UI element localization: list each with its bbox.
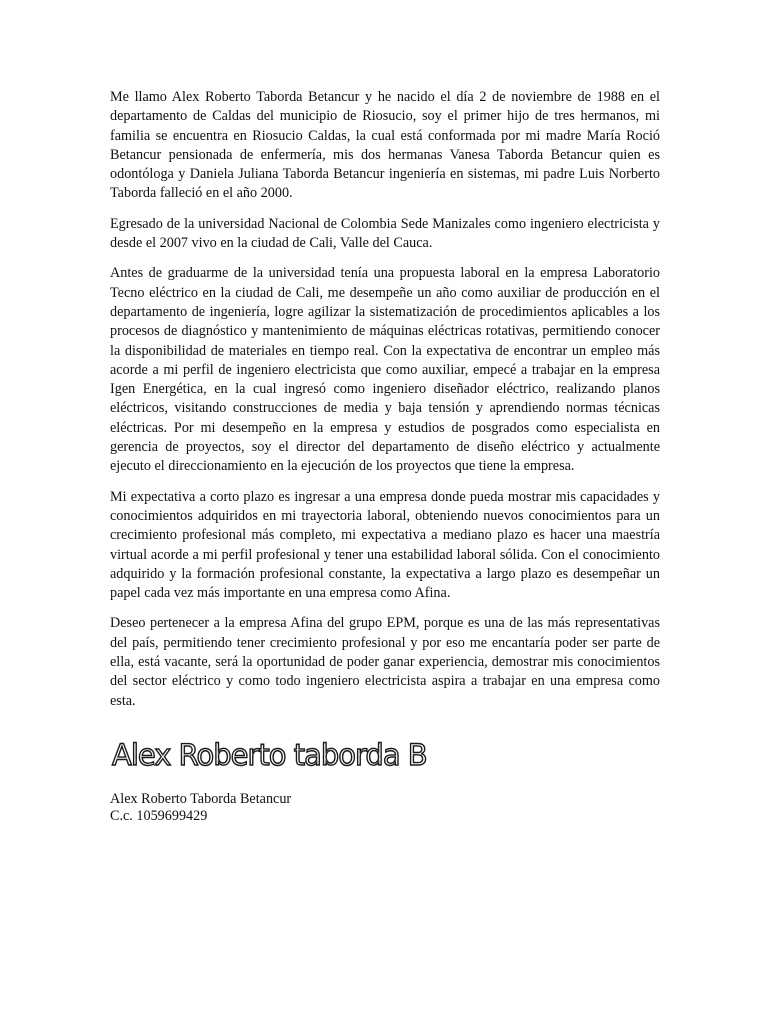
paragraph-motivation: Deseo pertenecer a la empresa Afina del grupo EPM, porque es una de las más representativas del país, permitiendo tener crecimiento profesional y por eso me encantaría poder ser parte de ella, está vacante, será la oportunidad de poder ganar experiencia, demostrar mis conocimientos del sector eléctrico y como todo ingeniero electricista aspira a trabajar en una empresa como esta. <box>110 615 660 709</box>
paragraph-education: Egresado de la universidad Nacional de Colombia Sede Manizales como ingeniero electricista y desde el 2007 vivo en la ciudad de Cali, Valle del Cauca. <box>110 215 660 252</box>
paragraph-work-experience: Antes de graduarme de la universidad tenía una propuesta laboral en la empresa Laboratorio Tecno eléctrico en la ciudad de Cali, me desempeñe un año como auxiliar de producción en el departamento de ingeniería, logre agilizar la sistematización de procedimientos aplicables a los procesos de diagnóstico y mantenimiento de máquinas eléctricas rotativas, permitiendo conocer la disponibilidad de materiales en tiempo real. Con la expectativa de encontrar un empleo más acorde a mi perfil de ingeniero electricista que como auxiliar, empecé a trabajar en la empresa Igen Energética, en la cual ingresó como ingeniero diseñador eléctrico, realizando planos eléctricos, visitando construcciones de media y baja tensión y aprendiendo normas técnicas eléctricas. Por mi desempeño en la empresa y estudios de posgrados como especialista en gerencia de proyectos, soy el director del departamento de diseño eléctrico y actualmente ejecuto el direccionamiento en la ejecución de los proyectos que tiene la empresa. <box>110 265 660 475</box>
letter-body <box>110 88 660 825</box>
signature-scribble: Alex Roberto taborda B <box>112 737 427 772</box>
paragraph-personal-background: Me llamo Alex Roberto Taborda Betancur y he nacido el día 2 de noviembre de 1988 en el departamento de Caldas del municipio de Riosucio, soy el primer hijo de tres hermanos, mi familia se encuentra en Riosucio Caldas, la cual está conformada por mi madre María Roció Betancur pensionada de enfermería, mis dos hermanas Vanesa Taborda Betancur quien es odontóloga y Daniela Juliana Taborda Betancur ingeniería en sistemas, mi padre Luis Norberto Taborda falleció en el año 2000. <box>110 89 660 202</box>
handwritten-signature <box>110 723 427 785</box>
signer-name: Alex Roberto Taborda Betancur <box>110 790 292 807</box>
signature-image <box>108 723 427 785</box>
signer-id-number: C.c. 1059699429 <box>110 807 208 824</box>
paragraph-expectations: Mi expectativa a corto plazo es ingresar a una empresa donde pueda mostrar mis capacidades y conocimientos adquiridos en mi trayectoria laboral, obteniendo nuevos conocimientos para un crecimiento profesional más completo, mi expectativa a mediano plazo es hacer una maestría virtual acorde a mi perfil profesional y tener una estabilidad laboral sólida. Con el conocimiento adquirido y la formación profesional constante, la expectativa a largo plazo es desempeñar un papel cada vez más importante en una empresa como Afina. <box>110 488 660 602</box>
